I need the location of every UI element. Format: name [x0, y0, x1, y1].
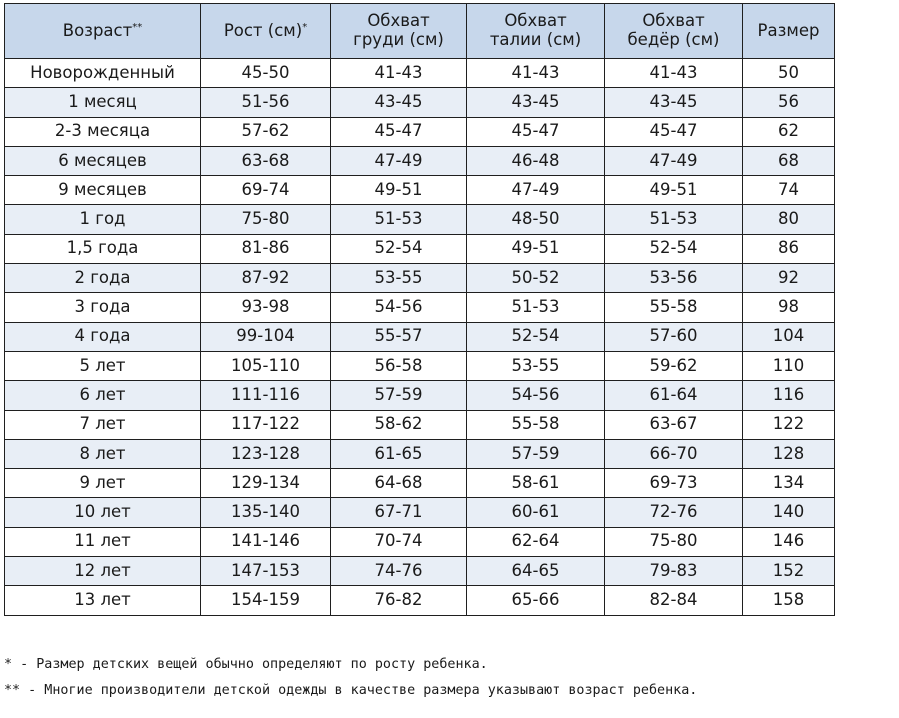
cell-age: 4 года	[5, 322, 201, 351]
cell-age: 9 лет	[5, 469, 201, 498]
cell-chest: 45-47	[331, 117, 467, 146]
footnotes	[4, 652, 894, 704]
cell-waist: 49-51	[467, 234, 605, 263]
cell-size: 140	[743, 498, 835, 527]
cell-height: 135-140	[201, 498, 331, 527]
cell-age: 2 года	[5, 264, 201, 293]
cell-size: 134	[743, 469, 835, 498]
cell-height: 123-128	[201, 439, 331, 468]
cell-height: 51-56	[201, 88, 331, 117]
table-row	[5, 59, 835, 88]
cell-age: 1 месяц	[5, 88, 201, 117]
cell-size: 92	[743, 264, 835, 293]
cell-chest: 67-71	[331, 498, 467, 527]
cell-age: 9 месяцев	[5, 176, 201, 205]
cell-waist: 60-61	[467, 498, 605, 527]
header-height-mark: *	[302, 21, 308, 33]
cell-height: 75-80	[201, 205, 331, 234]
cell-hips: 55-58	[605, 293, 743, 322]
header-hips-line2: бедёр (см)	[627, 30, 720, 49]
cell-waist: 48-50	[467, 205, 605, 234]
cell-age: 2-3 месяца	[5, 117, 201, 146]
cell-size: 116	[743, 381, 835, 410]
cell-age: 1 год	[5, 205, 201, 234]
cell-age: 13 лет	[5, 586, 201, 615]
cell-hips: 59-62	[605, 351, 743, 380]
header-height	[201, 4, 331, 59]
cell-age: 6 лет	[5, 381, 201, 410]
table-header	[5, 4, 835, 59]
header-chest-line2: груди (см)	[353, 30, 444, 49]
cell-waist: 47-49	[467, 176, 605, 205]
cell-waist: 51-53	[467, 293, 605, 322]
header-waist	[467, 4, 605, 59]
header-age-mark: **	[132, 21, 143, 33]
cell-hips: 47-49	[605, 146, 743, 175]
cell-height: 99-104	[201, 322, 331, 351]
cell-hips: 53-56	[605, 264, 743, 293]
cell-height: 93-98	[201, 293, 331, 322]
table-row	[5, 205, 835, 234]
cell-height: 117-122	[201, 410, 331, 439]
cell-chest: 64-68	[331, 469, 467, 498]
table-row	[5, 234, 835, 263]
cell-chest: 57-59	[331, 381, 467, 410]
cell-age: 8 лет	[5, 439, 201, 468]
cell-height: 105-110	[201, 351, 331, 380]
cell-hips: 72-76	[605, 498, 743, 527]
cell-hips: 69-73	[605, 469, 743, 498]
cell-waist: 41-43	[467, 59, 605, 88]
cell-hips: 63-67	[605, 410, 743, 439]
table-row	[5, 117, 835, 146]
cell-waist: 64-65	[467, 557, 605, 586]
cell-hips: 43-45	[605, 88, 743, 117]
header-waist-line2: талии (см)	[489, 30, 582, 49]
table-row	[5, 557, 835, 586]
cell-size: 158	[743, 586, 835, 615]
cell-height: 141-146	[201, 527, 331, 556]
cell-hips: 66-70	[605, 439, 743, 468]
cell-waist: 53-55	[467, 351, 605, 380]
cell-chest: 51-53	[331, 205, 467, 234]
table-row	[5, 410, 835, 439]
cell-hips: 75-80	[605, 527, 743, 556]
table-row	[5, 586, 835, 615]
cell-height: 45-50	[201, 59, 331, 88]
cell-waist: 57-59	[467, 439, 605, 468]
header-waist-line1: Обхват	[504, 11, 567, 31]
cell-size: 74	[743, 176, 835, 205]
cell-waist: 43-45	[467, 88, 605, 117]
cell-hips: 49-51	[605, 176, 743, 205]
header-height-label: Рост (см)	[223, 20, 303, 40]
table-row	[5, 469, 835, 498]
cell-age: 7 лет	[5, 410, 201, 439]
footnote-age: ** - Многие производители детской одежды в качестве размера указывают возраст ребенка.	[4, 683, 698, 698]
cell-hips: 57-60	[605, 322, 743, 351]
cell-chest: 58-62	[331, 410, 467, 439]
cell-chest: 49-51	[331, 176, 467, 205]
cell-height: 81-86	[201, 234, 331, 263]
cell-chest: 61-65	[331, 439, 467, 468]
cell-waist: 50-52	[467, 264, 605, 293]
cell-hips: 41-43	[605, 59, 743, 88]
table-row	[5, 527, 835, 556]
size-chart-table	[4, 3, 835, 616]
cell-height: 147-153	[201, 557, 331, 586]
header-chest-line1: Обхват	[367, 11, 430, 31]
header-chest	[331, 4, 467, 59]
cell-height: 154-159	[201, 586, 331, 615]
cell-size: 50	[743, 59, 835, 88]
cell-waist: 52-54	[467, 322, 605, 351]
cell-waist: 55-58	[467, 410, 605, 439]
cell-age: 12 лет	[5, 557, 201, 586]
header-row	[5, 4, 835, 59]
cell-size: 152	[743, 557, 835, 586]
cell-waist: 58-61	[467, 469, 605, 498]
cell-height: 111-116	[201, 381, 331, 410]
cell-chest: 53-55	[331, 264, 467, 293]
cell-age: 6 месяцев	[5, 146, 201, 175]
cell-height: 69-74	[201, 176, 331, 205]
cell-waist: 62-64	[467, 527, 605, 556]
cell-hips: 82-84	[605, 586, 743, 615]
header-size	[743, 4, 835, 59]
cell-chest: 74-76	[331, 557, 467, 586]
table-row	[5, 293, 835, 322]
cell-chest: 47-49	[331, 146, 467, 175]
cell-height: 129-134	[201, 469, 331, 498]
cell-height: 87-92	[201, 264, 331, 293]
table-row	[5, 381, 835, 410]
cell-age: 1,5 года	[5, 234, 201, 263]
cell-size: 110	[743, 351, 835, 380]
cell-size: 56	[743, 88, 835, 117]
cell-height: 57-62	[201, 117, 331, 146]
cell-waist: 65-66	[467, 586, 605, 615]
cell-age: 5 лет	[5, 351, 201, 380]
header-hips-line1: Обхват	[642, 11, 705, 31]
table-row	[5, 498, 835, 527]
table-body	[5, 59, 835, 616]
cell-size: 146	[743, 527, 835, 556]
table-row	[5, 322, 835, 351]
cell-hips: 61-64	[605, 381, 743, 410]
table-row	[5, 146, 835, 175]
cell-chest: 54-56	[331, 293, 467, 322]
cell-size: 86	[743, 234, 835, 263]
header-hips	[605, 4, 743, 59]
cell-chest: 43-45	[331, 88, 467, 117]
cell-size: 80	[743, 205, 835, 234]
table-row	[5, 176, 835, 205]
cell-age: 11 лет	[5, 527, 201, 556]
table-row	[5, 351, 835, 380]
cell-chest: 52-54	[331, 234, 467, 263]
cell-chest: 56-58	[331, 351, 467, 380]
cell-size: 62	[743, 117, 835, 146]
cell-size: 68	[743, 146, 835, 175]
cell-waist: 46-48	[467, 146, 605, 175]
table-row	[5, 264, 835, 293]
cell-size: 104	[743, 322, 835, 351]
cell-age: 3 года	[5, 293, 201, 322]
cell-chest: 55-57	[331, 322, 467, 351]
cell-hips: 45-47	[605, 117, 743, 146]
cell-age: 10 лет	[5, 498, 201, 527]
cell-chest: 70-74	[331, 527, 467, 556]
footnote-height: * - Размер детских вещей обычно определяют по росту ребенка.	[4, 657, 488, 672]
table-row	[5, 88, 835, 117]
cell-hips: 52-54	[605, 234, 743, 263]
cell-hips: 79-83	[605, 557, 743, 586]
cell-chest: 41-43	[331, 59, 467, 88]
cell-waist: 54-56	[467, 381, 605, 410]
cell-chest: 76-82	[331, 586, 467, 615]
cell-hips: 51-53	[605, 205, 743, 234]
header-size-label: Размер	[757, 20, 820, 40]
cell-waist: 45-47	[467, 117, 605, 146]
cell-size: 128	[743, 439, 835, 468]
cell-age: Новорожденный	[5, 59, 201, 88]
header-age-label: Возраст	[62, 20, 133, 40]
cell-height: 63-68	[201, 146, 331, 175]
header-age	[5, 4, 201, 59]
table-row	[5, 439, 835, 468]
cell-size: 122	[743, 410, 835, 439]
cell-size: 98	[743, 293, 835, 322]
